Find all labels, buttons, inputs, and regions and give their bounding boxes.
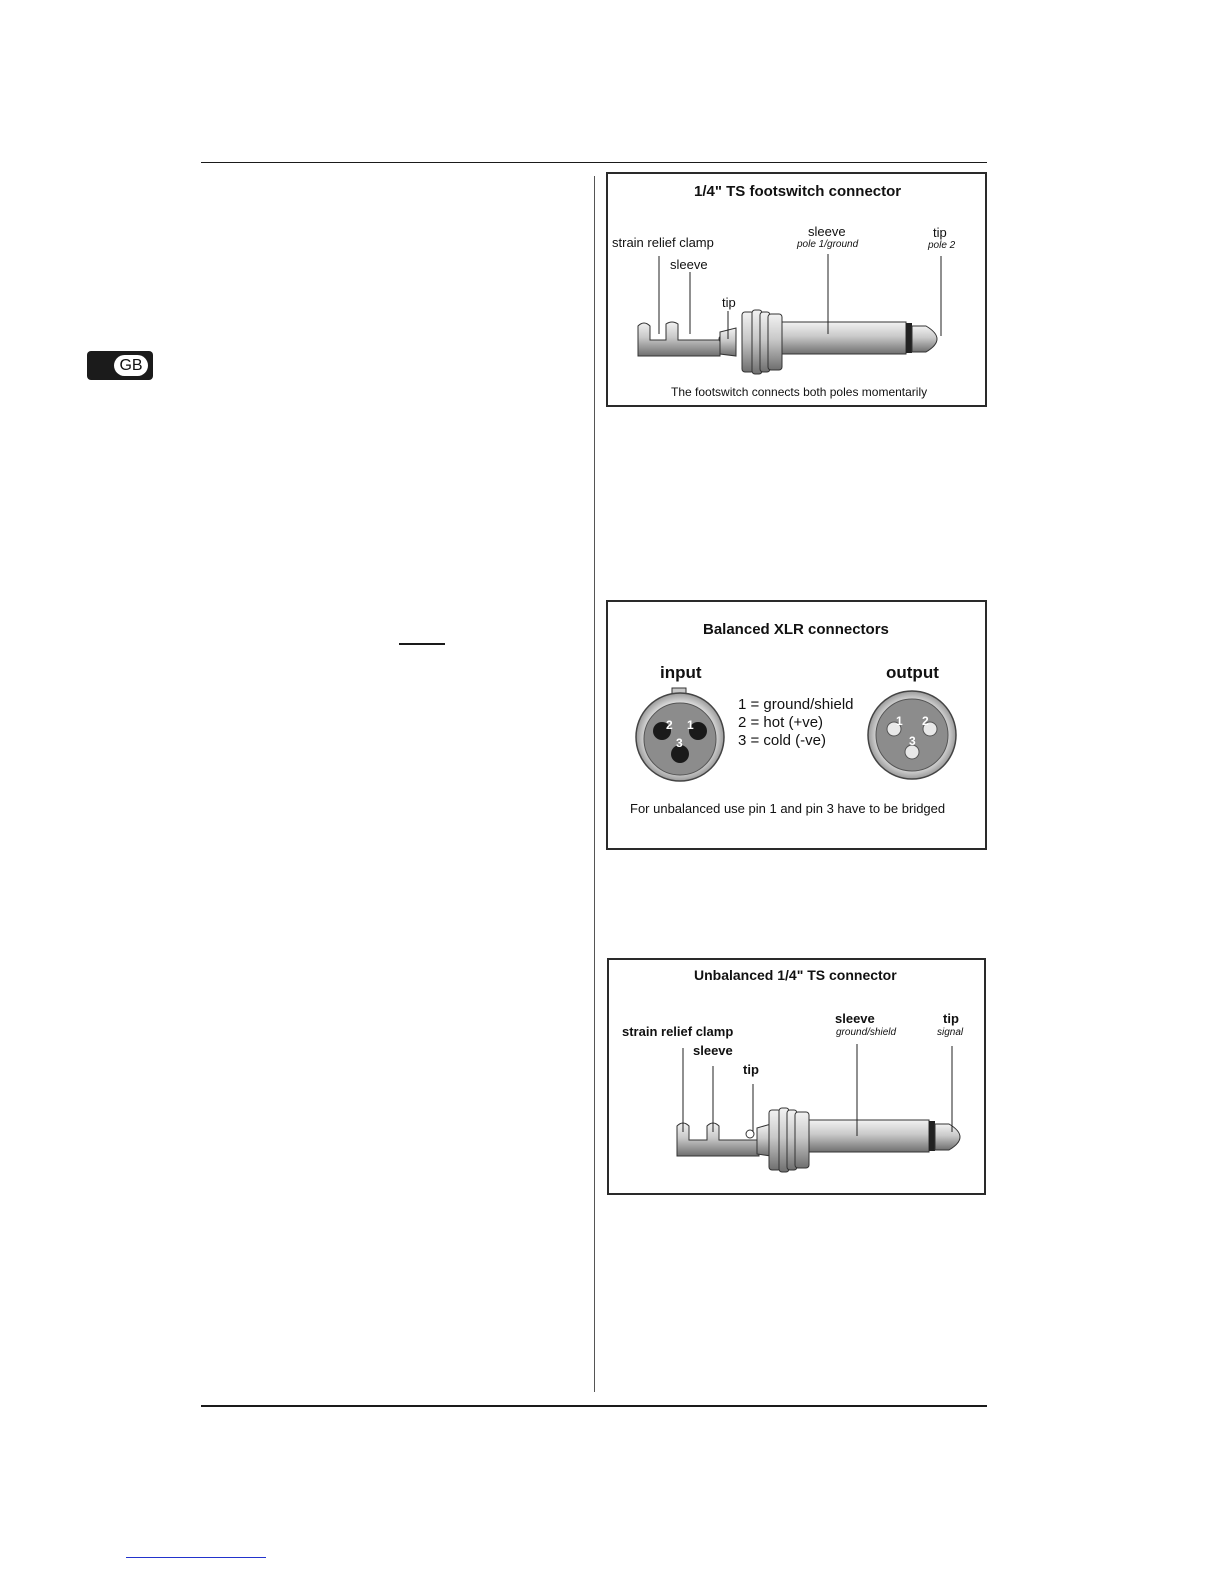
label-sleeve-sub: pole 1/ground — [797, 239, 859, 250]
label-strain-relief-clamp: strain relief clamp — [622, 1024, 734, 1039]
label-sleeve-inner: sleeve — [693, 1043, 733, 1058]
figure-xlr-connectors — [606, 600, 987, 850]
output-pin-2: 2 — [922, 714, 929, 728]
figure-ts-unbalanced — [607, 958, 986, 1195]
top-rule — [201, 162, 987, 163]
language-badge-label: GB — [114, 355, 148, 376]
label-tip-sub: signal — [937, 1027, 964, 1038]
input-pin-3: 3 — [676, 736, 683, 750]
output-pin-1: 1 — [896, 714, 903, 728]
label-strain-relief-clamp: strain relief clamp — [612, 235, 714, 250]
ts-footswitch-plug-illustration — [608, 174, 989, 409]
label-tip-sub: pole 2 — [928, 240, 956, 251]
input-pin-1: 1 — [687, 718, 694, 732]
input-label: input — [660, 663, 702, 682]
label-tip-inner: tip — [722, 295, 736, 310]
figure-caption: For unbalanced use pin 1 and pin 3 have to be bridged — [630, 801, 946, 816]
label-sleeve: sleeve — [835, 1011, 875, 1026]
label-tip: tip — [933, 225, 947, 240]
figure-title: Unbalanced 1/4" TS connector — [694, 967, 897, 983]
ts-unbalanced-plug-illustration — [609, 960, 988, 1197]
output-label: output — [886, 663, 939, 682]
column-divider — [594, 176, 595, 1392]
label-sleeve: sleeve — [808, 224, 846, 239]
language-badge — [87, 351, 153, 380]
footer-link-underline[interactable] — [126, 1557, 266, 1558]
label-tip: tip — [943, 1011, 959, 1026]
label-sleeve-inner: sleeve — [670, 257, 708, 272]
short-rule — [399, 643, 445, 645]
figure-caption: The footswitch connects both poles momentarily — [671, 385, 928, 399]
output-pin-3: 3 — [909, 734, 916, 748]
pin-legend-3: 3 = cold (-ve) — [738, 732, 826, 749]
pin-legend-2: 2 = hot (+ve) — [738, 714, 824, 731]
label-tip-inner: tip — [743, 1062, 759, 1077]
pin-legend-1: 1 = ground/shield — [738, 696, 854, 713]
figure-ts-footswitch — [606, 172, 987, 407]
bottom-rule — [201, 1405, 987, 1407]
figure-title: Balanced XLR connectors — [703, 621, 889, 638]
figure-title: 1/4" TS footswitch connector — [694, 183, 902, 200]
input-pin-2: 2 — [666, 718, 673, 732]
label-sleeve-sub: ground/shield — [836, 1027, 897, 1038]
